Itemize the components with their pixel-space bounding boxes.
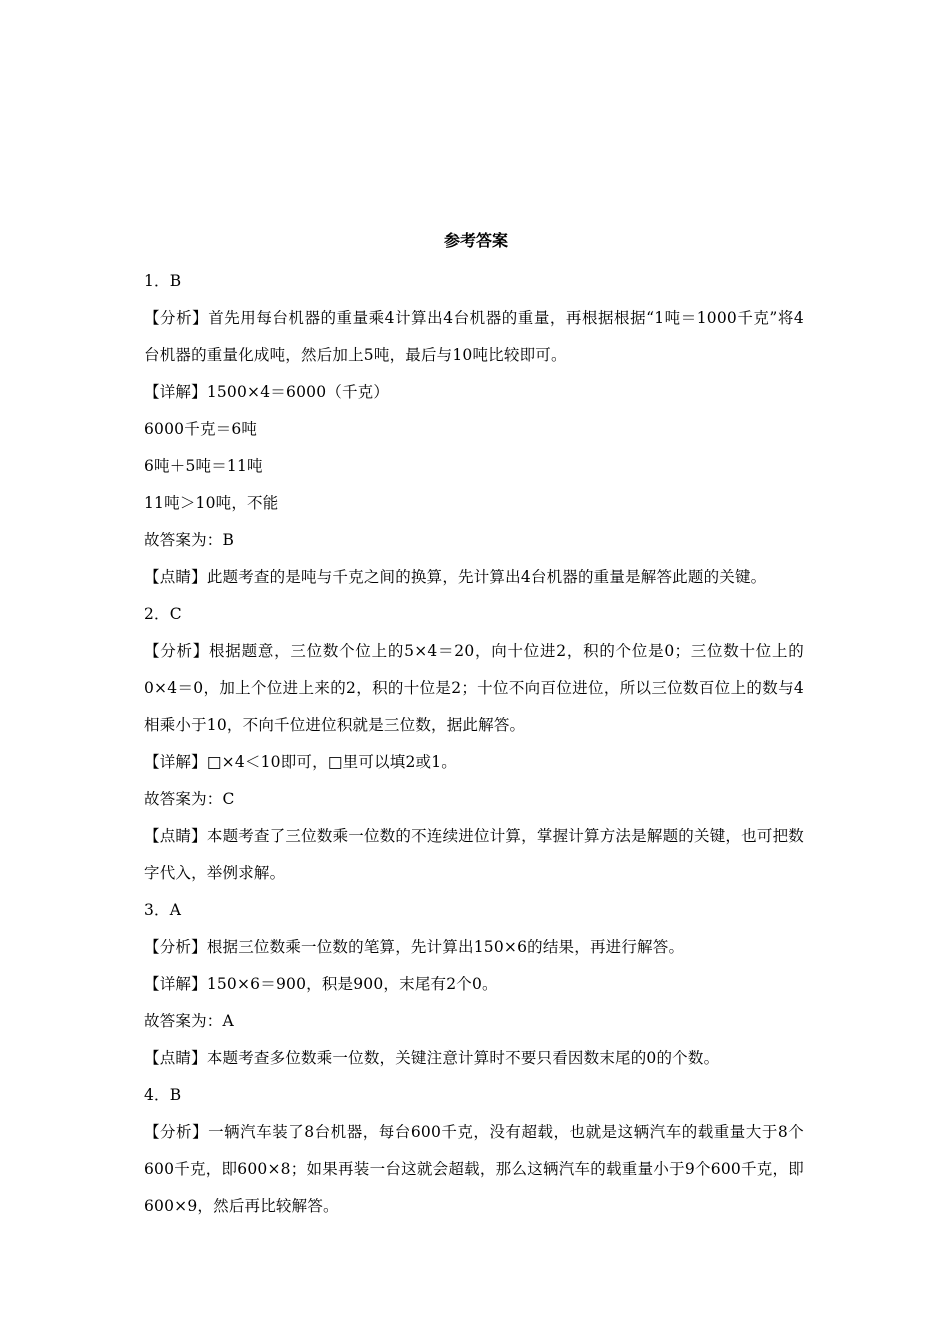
analysis-tag: 【分析】 bbox=[144, 938, 207, 956]
comment-paragraph bbox=[144, 1040, 804, 1077]
comment-paragraph bbox=[144, 559, 804, 596]
page-title: 参考答案 bbox=[443, 231, 508, 250]
analysis-paragraph bbox=[144, 300, 804, 374]
detail-line bbox=[144, 744, 804, 781]
detail-line: 11吨＞10吨，不能 bbox=[144, 494, 279, 512]
analysis-text: 首先用每台机器的重量乘4计算出4台机器的重量，再根据根据“1吨＝1000千克”将4台机器的重量化成吨，然后加上5吨，最后与10吨比较即可。 bbox=[144, 309, 804, 364]
comment-text: 本题考查了三位数乘一位数的不连续进位计算，掌握计算方法是解题的关键，也可把数字代入，举例求解。 bbox=[144, 827, 804, 882]
answer-number: 2．C bbox=[144, 605, 182, 623]
detail-tag: 【详解】 bbox=[144, 383, 207, 401]
comment-tag: 【点睛】 bbox=[144, 1049, 207, 1067]
analysis-tag: 【分析】 bbox=[144, 642, 210, 660]
analysis-text: 一辆汽车装了8台机器，每台600千克，没有超载，也就是这辆汽车的载重量大于8个600千克，即600×8；如果再装一台这就会超载，那么这辆汽车的载重量小于9个600千克，即600×9，然后再比较解答。 bbox=[144, 1123, 804, 1215]
analysis-text: 根据三位数乘一位数的笔算，先计算出150×6的结果，再进行解答。 bbox=[206, 938, 685, 956]
answer-number: 4．B bbox=[144, 1086, 182, 1104]
answer-number: 1．B bbox=[144, 272, 182, 290]
detail-line bbox=[144, 966, 804, 1003]
comment-tag: 【点睛】 bbox=[144, 568, 207, 586]
detail-tag: 【详解】 bbox=[144, 975, 207, 993]
analysis-text: 根据题意，三位数个位上的5×4＝20，向十位进2，积的个位是0；三位数十位上的0×4＝0，加上个位进上来的2，积的十位是2；十位不向百位进位，所以三位数百位上的数与4相乘小于10，不向千位进位积就是三位数，据此解答。 bbox=[144, 642, 804, 734]
detail-tag: 【详解】 bbox=[144, 753, 207, 771]
comment-tag: 【点睛】 bbox=[144, 827, 207, 845]
answer-key-content bbox=[144, 226, 804, 1225]
answer-number: 3．A bbox=[144, 901, 182, 919]
comment-paragraph bbox=[144, 818, 804, 892]
detail-text: □×4＜10即可，□里可以填2或1。 bbox=[206, 753, 457, 771]
conclusion-line: 故答案为：B bbox=[144, 531, 235, 549]
detail-line: 6吨＋5吨＝11吨 bbox=[144, 457, 263, 475]
analysis-tag: 【分析】 bbox=[144, 309, 209, 327]
analysis-paragraph bbox=[144, 1114, 804, 1225]
conclusion-line: 故答案为：A bbox=[144, 1012, 234, 1030]
detail-text: 150×6＝900，积是900，末尾有2个0。 bbox=[206, 975, 498, 993]
conclusion-line: 故答案为：C bbox=[144, 790, 235, 808]
comment-text: 此题考查的是吨与千克之间的换算，先计算出4台机器的重量是解答此题的关键。 bbox=[206, 568, 767, 586]
comment-text: 本题考查多位数乘一位数，关键注意计算时不要只看因数末尾的0的个数。 bbox=[206, 1049, 720, 1067]
analysis-paragraph bbox=[144, 633, 804, 744]
analysis-paragraph bbox=[144, 929, 804, 966]
detail-line: 6000千克＝6吨 bbox=[144, 420, 258, 438]
analysis-tag: 【分析】 bbox=[144, 1123, 209, 1141]
detail-line bbox=[144, 374, 804, 411]
detail-text: 1500×4＝6000（千克） bbox=[206, 383, 390, 401]
